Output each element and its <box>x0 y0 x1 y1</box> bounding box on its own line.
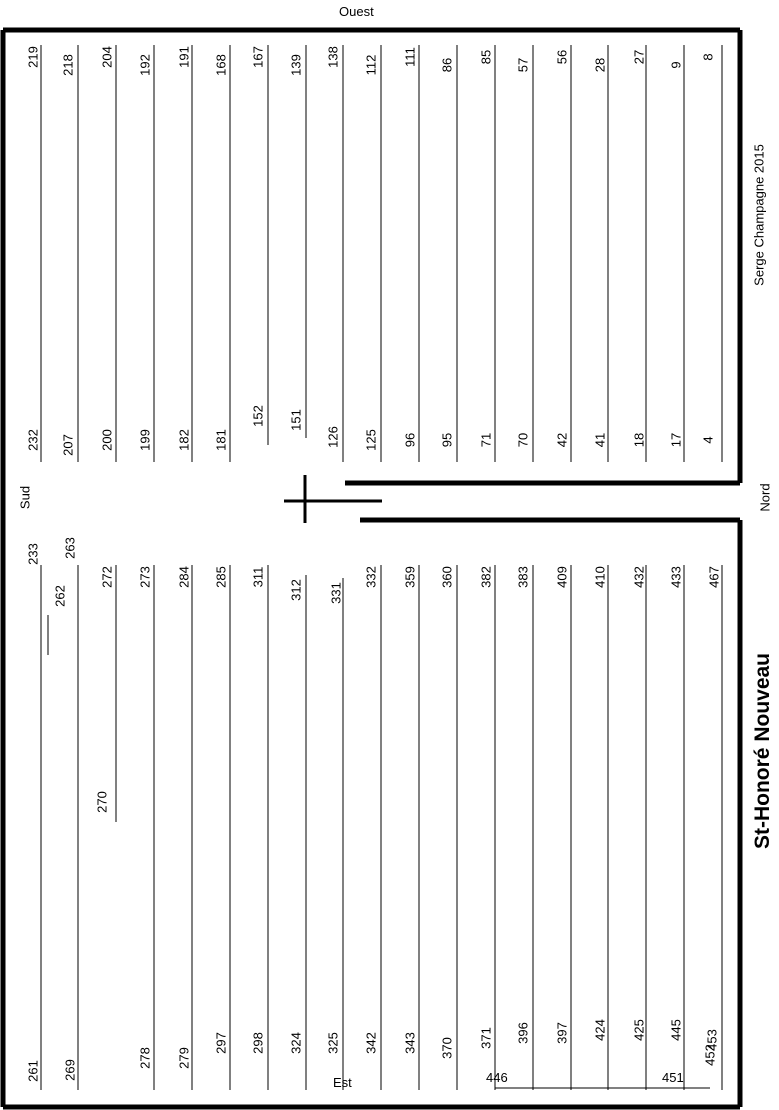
lot-number: 200 <box>99 429 115 451</box>
lot-number: 18 <box>631 432 647 448</box>
lot-number: 297 <box>213 1032 229 1054</box>
lot-number: 192 <box>137 54 153 76</box>
lot-number: 342 <box>363 1032 379 1054</box>
lot-number: 111 <box>402 47 418 67</box>
lot-number: 42 <box>554 432 570 448</box>
lot-number: 332 <box>363 566 379 588</box>
lot-number: 409 <box>554 566 570 588</box>
lot-number: 331 <box>328 582 344 604</box>
lot-number: 167 <box>250 46 266 68</box>
lot-number: 453 <box>704 1029 720 1051</box>
lot-number: 152 <box>250 405 266 427</box>
lot-number: 279 <box>176 1047 192 1069</box>
lot-number: 126 <box>325 426 341 448</box>
lot-number: 433 <box>668 566 684 588</box>
compass-east: Est <box>333 1075 352 1090</box>
lot-number: 138 <box>325 46 341 68</box>
lot-number: 445 <box>668 1019 684 1041</box>
lot-number: 311 <box>250 566 266 588</box>
lot-number: 263 <box>62 537 78 559</box>
lot-number: 41 <box>592 432 608 448</box>
lot-number: 312 <box>288 579 304 601</box>
lot-number: 269 <box>62 1059 78 1081</box>
lot-number: 298 <box>250 1032 266 1054</box>
compass-south: Sud <box>17 485 33 510</box>
lot-number: 285 <box>213 566 229 588</box>
lot-number: 261 <box>25 1060 41 1082</box>
lot-number: 343 <box>402 1032 418 1054</box>
lot-number: 270 <box>94 791 110 813</box>
author-credit: Serge Champagne 2015 <box>751 144 767 286</box>
lot-number: 4 <box>700 436 716 444</box>
lot-number: 86 <box>439 57 455 73</box>
lot-number: 284 <box>176 566 192 588</box>
lot-number: 410 <box>592 566 608 588</box>
lot-number: 70 <box>515 432 531 448</box>
lot-number: 360 <box>439 566 455 588</box>
lot-number: 71 <box>478 432 494 448</box>
lot-number: 199 <box>137 429 153 451</box>
lot-number: 233 <box>25 543 41 565</box>
plan-title: St-Honoré Nouveau <box>751 652 774 850</box>
lot-number: 95 <box>439 432 455 448</box>
lot-number: 204 <box>99 46 115 68</box>
lot-number: 467 <box>706 566 722 588</box>
lot-number: 9 <box>668 61 684 69</box>
lot-number: 218 <box>60 54 76 76</box>
lot-number: 191 <box>176 46 192 68</box>
lot-number: 359 <box>402 566 418 588</box>
lot-number: 139 <box>288 54 304 76</box>
lot-number: 8 <box>700 53 716 61</box>
lot-number: 182 <box>176 429 192 451</box>
lot-number: 219 <box>25 46 41 68</box>
lot-number: 96 <box>402 432 418 448</box>
lot-number: 324 <box>288 1032 304 1054</box>
lot-number: 371 <box>478 1027 494 1049</box>
lot-number: 325 <box>325 1032 341 1054</box>
compass-north: Nord <box>757 483 773 512</box>
lot-number: 383 <box>515 566 531 588</box>
lot-number: 396 <box>515 1022 531 1044</box>
lot-number: 370 <box>439 1037 455 1059</box>
lot-number: 432 <box>631 566 647 588</box>
lot-number: 278 <box>137 1047 153 1069</box>
lot-number: 28 <box>592 57 608 73</box>
lot-number: 273 <box>137 566 153 588</box>
lot-number: 451 <box>662 1070 684 1085</box>
lot-number: 181 <box>213 429 229 451</box>
compass-west: Ouest <box>339 4 374 19</box>
lot-number: 425 <box>631 1019 647 1041</box>
lot-number: 85 <box>478 49 494 65</box>
lot-number: 446 <box>486 1070 508 1085</box>
lot-number: 232 <box>25 429 41 451</box>
lot-number: 424 <box>592 1019 608 1041</box>
lot-number: 272 <box>99 566 115 588</box>
lot-number: 382 <box>478 566 494 588</box>
lot-number: 56 <box>554 49 570 65</box>
lot-number: 262 <box>52 585 68 607</box>
lot-number: 17 <box>668 432 684 448</box>
lot-number: 125 <box>363 429 379 451</box>
lot-number: 27 <box>631 49 647 65</box>
lot-number: 397 <box>554 1022 570 1044</box>
lot-number: 57 <box>515 57 531 73</box>
lot-number: 207 <box>60 434 76 456</box>
lot-number: 151 <box>288 409 304 431</box>
lot-number: 112 <box>363 54 379 76</box>
lot-number: 452 <box>702 1044 718 1066</box>
lot-number: 168 <box>213 54 229 76</box>
